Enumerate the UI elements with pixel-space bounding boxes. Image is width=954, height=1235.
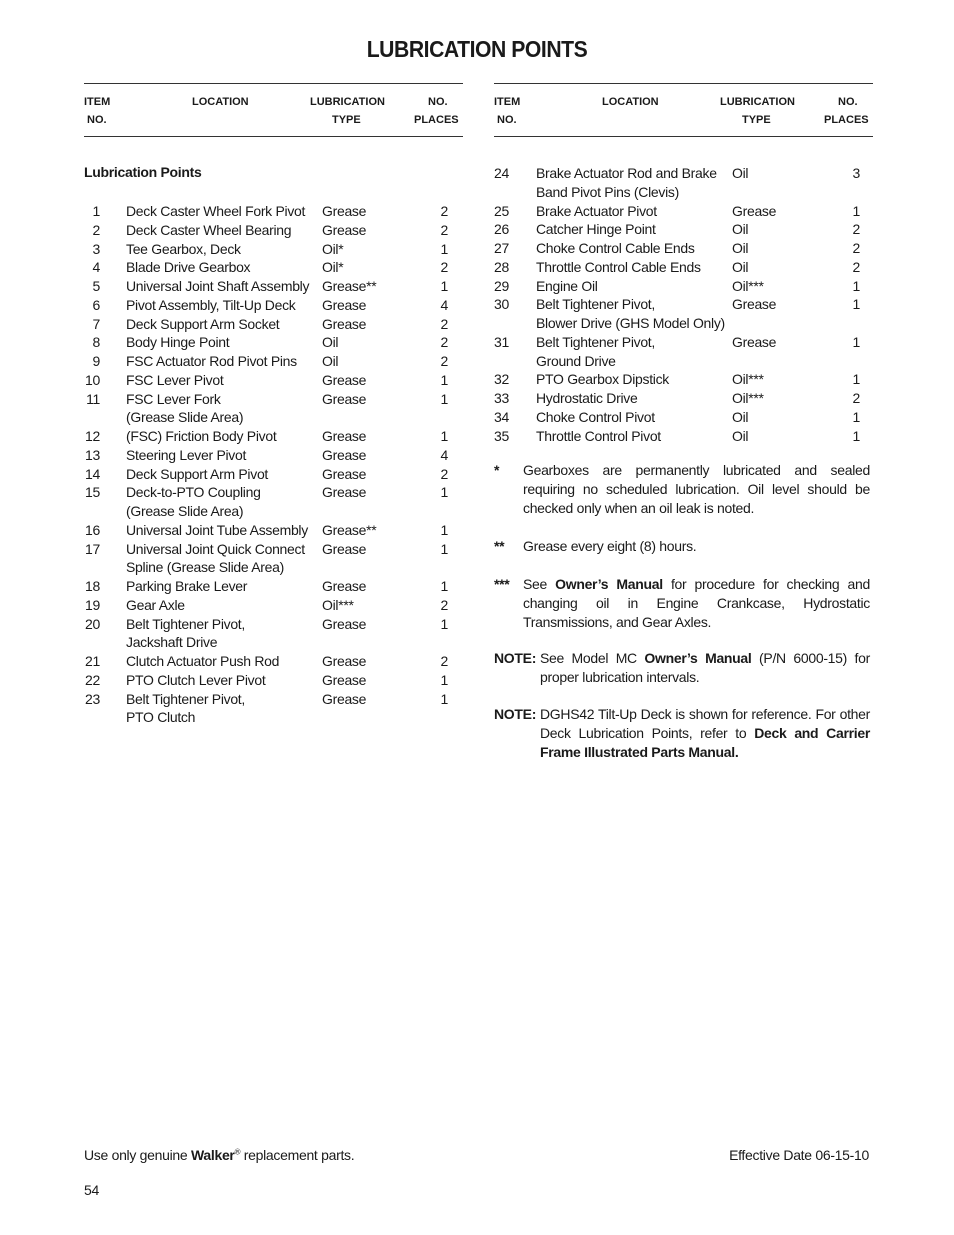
- number-of-places: 1: [440, 240, 448, 257]
- number-of-places: 2: [440, 596, 448, 613]
- table-row: [494, 164, 873, 183]
- table-row: [84, 540, 463, 559]
- number-of-places: 1: [440, 671, 448, 688]
- lubrication-type: Oil: [322, 353, 339, 369]
- item-location: (FSC) Friction Body Pivot: [126, 428, 277, 444]
- table-row: [84, 352, 463, 371]
- header-no-places: NO.: [428, 96, 448, 108]
- number-of-places: 2: [440, 353, 448, 369]
- header-no-places: NO.: [838, 96, 858, 108]
- footnote-text: Gearboxes are permanently lubricated and sealed requiring no scheduled lubrication. Oil level should be checked only when an oil leak is noted.: [523, 462, 870, 516]
- header-item: ITEM: [494, 96, 521, 108]
- lubrication-type: Oil: [732, 165, 749, 181]
- item-number: 24: [494, 165, 509, 181]
- header-lubrication: LUBRICATION: [310, 96, 385, 108]
- table-row: [494, 370, 873, 389]
- header-item: ITEM: [84, 96, 111, 108]
- number-of-places: 1: [852, 277, 860, 294]
- owners-manual-ref: Owner’s Manual: [555, 576, 663, 592]
- header-type: TYPE: [742, 114, 771, 126]
- table-row: [494, 427, 873, 446]
- item-number: 7: [92, 315, 100, 332]
- number-of-places: 1: [440, 428, 448, 444]
- number-of-places: 2: [852, 221, 860, 238]
- lubrication-type: Oil***: [732, 390, 764, 406]
- item-location: Tee Gearbox, Deck: [126, 240, 241, 257]
- item-number: 23: [85, 690, 100, 707]
- item-number: 9: [92, 353, 100, 369]
- parts-manual-ref: Deck and Carrier Frame Illustrated Parts Manual.: [540, 725, 870, 760]
- lubrication-type: Grease: [322, 653, 367, 669]
- table-row: [494, 239, 873, 258]
- table-row: [84, 577, 463, 596]
- owners-manual-ref: Owner’s Manual: [644, 650, 752, 666]
- lubrication-type: Grease**: [322, 521, 377, 538]
- item-location: Brake Actuator Pivot: [536, 202, 657, 219]
- item-location-continued: (Grease Slide Area): [126, 503, 244, 519]
- number-of-places: 2: [440, 259, 448, 276]
- item-location: Steering Lever Pivot: [126, 446, 247, 463]
- item-location: Deck Caster Wheel Fork Pivot: [126, 203, 306, 219]
- number-of-places: 2: [440, 334, 448, 351]
- registered-mark: ®: [234, 1147, 241, 1157]
- lubrication-type: Grease: [732, 333, 777, 350]
- item-number: 33: [494, 390, 509, 406]
- item-location-continued: Blower Drive (GHS Model Only): [536, 315, 725, 331]
- lubrication-type: Oil: [732, 240, 749, 256]
- number-of-places: 1: [440, 484, 448, 501]
- item-location: Universal Joint Shaft Assembly: [126, 278, 310, 294]
- item-number: 2: [92, 221, 100, 238]
- item-number: 22: [85, 671, 100, 688]
- item-number: 28: [494, 258, 509, 275]
- item-number: 3: [92, 240, 100, 257]
- table-row: [84, 258, 463, 277]
- lubrication-type: Oil*: [322, 240, 344, 257]
- note-dghs42: [494, 705, 870, 762]
- header-no: NO.: [87, 114, 107, 126]
- note-model-mc: [494, 649, 870, 687]
- lubrication-type: Oil***: [732, 371, 764, 388]
- table-row: [494, 295, 873, 314]
- table-row: [84, 652, 463, 671]
- number-of-places: 2: [440, 315, 448, 332]
- lubrication-type: Oil***: [732, 277, 764, 294]
- item-location: Gear Axle: [126, 596, 185, 613]
- note-text-pre: See Model MC: [540, 650, 645, 666]
- item-number: 17: [85, 540, 100, 557]
- lubrication-type: Oil: [732, 258, 749, 275]
- number-of-places: 1: [440, 390, 448, 407]
- header-places: PLACES: [824, 114, 869, 126]
- number-of-places: 1: [440, 690, 448, 707]
- effective-date: Effective Date 06-15-10: [729, 1147, 869, 1163]
- footnote-triple-star: [494, 575, 870, 632]
- lubrication-type: Oil: [732, 221, 749, 238]
- footnote-mark: **: [494, 538, 505, 554]
- page-number: 54: [84, 1182, 99, 1198]
- lubrication-type: Oil: [322, 334, 339, 351]
- table-row: [84, 671, 463, 690]
- item-location: PTO Gearbox Dipstick: [536, 371, 670, 388]
- item-location: Pivot Assembly, Tilt-Up Deck: [126, 296, 296, 313]
- item-number: 11: [86, 390, 100, 407]
- number-of-places: 1: [852, 296, 860, 313]
- table-header: [494, 83, 873, 137]
- item-number: 1: [92, 203, 100, 219]
- lubrication-type: Grease: [322, 428, 367, 444]
- item-number: 12: [85, 428, 100, 444]
- right-column: [494, 83, 873, 760]
- section-label: Lubrication Points: [84, 164, 202, 180]
- item-number: 35: [494, 427, 509, 444]
- footnote-double-star: [494, 537, 870, 556]
- lubrication-type: Grease: [322, 578, 367, 594]
- table-row: [494, 333, 873, 352]
- table-row: [84, 427, 463, 446]
- lubrication-type: Oil***: [322, 596, 354, 613]
- item-number: 29: [494, 277, 509, 294]
- item-location: Belt Tightener Pivot,: [536, 333, 655, 350]
- table-row: [494, 277, 873, 296]
- item-location: Blade Drive Gearbox: [126, 259, 251, 276]
- footer-text-post: replacement parts.: [240, 1147, 355, 1163]
- item-number: 14: [85, 465, 100, 482]
- table-row: [84, 371, 463, 390]
- note-label: NOTE:: [494, 650, 537, 666]
- note-label: NOTE:: [494, 706, 537, 722]
- lubrication-type: Grease: [322, 671, 367, 688]
- table-row: [84, 315, 463, 334]
- header-location: LOCATION: [602, 96, 659, 108]
- item-number: 27: [494, 240, 509, 256]
- table-row: [84, 615, 463, 634]
- item-number: 18: [85, 578, 100, 594]
- item-location: Brake Actuator Rod and Brake: [536, 165, 717, 181]
- lubrication-type: Grease: [322, 465, 367, 482]
- table-row: [84, 521, 463, 540]
- header-location: LOCATION: [192, 96, 249, 108]
- lubrication-type: Grease: [322, 296, 367, 313]
- table-row: [84, 596, 463, 615]
- item-location-continued: Jackshaft Drive: [126, 634, 218, 651]
- item-number: 21: [85, 653, 100, 669]
- lubrication-type: Grease: [322, 615, 367, 632]
- item-number: 19: [85, 596, 100, 613]
- item-number: 10: [85, 371, 100, 388]
- table-row: [84, 221, 463, 240]
- footer-genuine-parts: [84, 1147, 354, 1163]
- item-location: Belt Tightener Pivot,: [536, 296, 655, 313]
- left-column: [84, 83, 463, 726]
- item-location-continued: Spline (Grease Slide Area): [126, 559, 284, 576]
- number-of-places: 2: [440, 203, 448, 219]
- number-of-places: 2: [852, 258, 860, 275]
- lubrication-type: Grease: [322, 484, 367, 501]
- table-row: [494, 389, 873, 408]
- header-type: TYPE: [332, 114, 361, 126]
- table-row: [494, 408, 873, 427]
- item-location: Deck Support Arm Pivot: [126, 465, 269, 482]
- number-of-places: 2: [852, 240, 860, 256]
- footnote-text: Grease every eight (8) hours.: [523, 538, 697, 554]
- number-of-places: 3: [852, 165, 860, 181]
- lubrication-type: Oil: [732, 408, 749, 425]
- item-location: Hydrostatic Drive: [536, 390, 638, 406]
- item-number: 34: [494, 408, 509, 425]
- header-places: PLACES: [414, 114, 459, 126]
- item-location-continued: (Grease Slide Area): [126, 409, 244, 426]
- item-location: Engine Oil: [536, 277, 598, 294]
- table-row: [494, 220, 873, 239]
- lubrication-type: Grease: [322, 315, 367, 332]
- item-location: FSC Lever Pivot: [126, 371, 224, 388]
- item-number: 20: [85, 615, 100, 632]
- item-number: 26: [494, 221, 509, 238]
- item-location: Deck Support Arm Socket: [126, 315, 280, 332]
- note-text-post: (P/N 6000-15) for proper lubrication intervals.: [540, 650, 870, 685]
- note-text: [540, 705, 870, 762]
- lubrication-type: Grease: [322, 540, 367, 557]
- number-of-places: 1: [440, 615, 448, 632]
- item-location: Deck Caster Wheel Bearing: [126, 221, 292, 238]
- item-location: Catcher Hinge Point: [536, 221, 656, 238]
- lubrication-type: Grease: [732, 202, 777, 219]
- table-row: [84, 465, 463, 484]
- item-location: Clutch Actuator Push Rod: [126, 653, 280, 669]
- table-row: [494, 258, 873, 277]
- page-title: LUBRICATION POINTS: [366, 36, 588, 62]
- number-of-places: 1: [852, 427, 860, 444]
- table-row: [84, 202, 463, 221]
- note-text-post: for procedure for checking and changing oil in Engine Crankcase, Hydrostatic Transmissions, and Gear Axles.: [523, 576, 870, 630]
- item-location-continued: Ground Drive: [536, 352, 616, 369]
- number-of-places: 1: [440, 521, 448, 538]
- item-number: 32: [494, 371, 509, 388]
- header-lubrication: LUBRICATION: [720, 96, 795, 108]
- table-row: [84, 390, 463, 409]
- table-row: [84, 296, 463, 315]
- number-of-places: 2: [440, 653, 448, 669]
- item-location: Body Hinge Point: [126, 334, 230, 351]
- item-location-continued: Band Pivot Pins (Clevis): [536, 183, 679, 200]
- item-location: Belt Tightener Pivot,: [126, 615, 245, 632]
- item-number: 8: [92, 334, 100, 351]
- number-of-places: 1: [440, 578, 448, 594]
- item-location-continued: PTO Clutch: [126, 709, 196, 726]
- lubrication-type: Grease: [322, 371, 367, 388]
- lubrication-type: Grease: [732, 296, 777, 313]
- number-of-places: 4: [440, 296, 448, 313]
- item-location: PTO Clutch Lever Pivot: [126, 671, 266, 688]
- item-location: FSC Lever Fork: [126, 390, 221, 407]
- lubrication-type: Grease: [322, 446, 367, 463]
- item-number: 16: [85, 521, 100, 538]
- number-of-places: 2: [440, 465, 448, 482]
- note-text-pre: DGHS42 Tilt-Up Deck is shown for reference. For other Deck Lubrication Points, refer to: [540, 706, 870, 741]
- table-row: [84, 333, 463, 352]
- table-row: [84, 446, 463, 465]
- item-number: 25: [494, 202, 509, 219]
- lubrication-type: Oil: [732, 427, 749, 444]
- footnote-single-star: [494, 461, 870, 518]
- note-text-pre: See: [523, 576, 556, 592]
- lubrication-type: Grease**: [322, 278, 377, 294]
- table-row: [84, 240, 463, 259]
- item-location: Choke Control Cable Ends: [536, 240, 695, 256]
- item-number: 5: [92, 278, 100, 294]
- number-of-places: 1: [440, 278, 448, 294]
- item-location: Universal Joint Tube Assembly: [126, 521, 308, 538]
- brand-name: Walker: [190, 1147, 235, 1163]
- lubrication-type: Oil*: [322, 259, 344, 276]
- item-number: 30: [494, 296, 509, 313]
- footnote-mark: ***: [494, 576, 510, 592]
- number-of-places: 1: [852, 202, 860, 219]
- footer-text-pre: Use only genuine: [84, 1147, 191, 1163]
- item-location: Deck-to-PTO Coupling: [126, 484, 261, 501]
- item-location: Throttle Control Pivot: [536, 427, 661, 444]
- item-location: Parking Brake Lever: [126, 578, 248, 594]
- item-location: Universal Joint Quick Connect: [126, 540, 305, 557]
- table-row: [84, 483, 463, 502]
- number-of-places: 1: [440, 540, 448, 557]
- table-row: [84, 277, 463, 296]
- table-row: [84, 690, 463, 709]
- table-row: [494, 202, 873, 221]
- item-location: Throttle Control Cable Ends: [536, 258, 701, 275]
- header-no: NO.: [497, 114, 517, 126]
- number-of-places: 2: [440, 221, 448, 238]
- item-number: 4: [92, 259, 100, 276]
- lubrication-type: Grease: [322, 390, 367, 407]
- item-number: 15: [85, 484, 100, 501]
- lubrication-type: Grease: [322, 221, 367, 238]
- item-location: FSC Actuator Rod Pivot Pins: [126, 353, 297, 369]
- item-location: Belt Tightener Pivot,: [126, 690, 245, 707]
- lubrication-type: Grease: [322, 690, 367, 707]
- note-text: [540, 649, 870, 687]
- number-of-places: 2: [852, 390, 860, 406]
- number-of-places: 1: [852, 371, 860, 388]
- item-number: 6: [92, 296, 100, 313]
- number-of-places: 1: [440, 371, 448, 388]
- item-number: 31: [494, 333, 509, 350]
- footnote-mark: *: [494, 462, 500, 478]
- lubrication-type: Grease: [322, 203, 367, 219]
- item-location: Choke Control Pivot: [536, 408, 655, 425]
- item-number: 13: [85, 446, 100, 463]
- number-of-places: 1: [852, 333, 860, 350]
- number-of-places: 1: [852, 408, 860, 425]
- footnote-text: [523, 575, 870, 632]
- table-header: [84, 83, 463, 137]
- number-of-places: 4: [440, 446, 448, 463]
